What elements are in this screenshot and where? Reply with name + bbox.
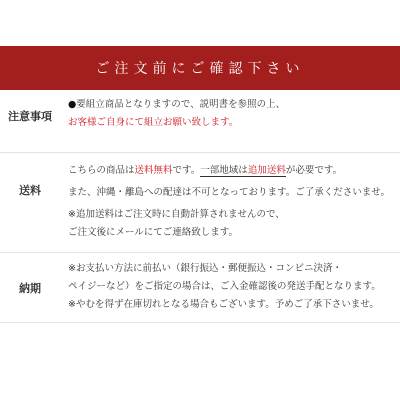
section-content-caution <box>68 96 398 132</box>
shipping-line-4: ご注文後にメールにてご連絡致します。 <box>68 227 239 238</box>
banner-title: ご注文前にご確認下さい <box>95 61 305 77</box>
section-label-caution: 注意事項 <box>8 110 52 123</box>
notice-banner <box>0 46 400 90</box>
section-shipping <box>0 162 400 252</box>
caution-line-2: お客様ご自身にて組立お願い致します。 <box>68 117 239 128</box>
section-label-shipping: 送料 <box>19 184 41 197</box>
shipping-line-3: ※追加送料はご注文時に自動計算されませんので、 <box>68 209 285 220</box>
section-label-delivery: 納期 <box>19 282 41 295</box>
caution-line-1: ●要組立商品となりますので、説明書を参照の上、 <box>68 99 286 110</box>
bullet-icon: ● <box>68 99 77 110</box>
section-content-shipping <box>68 162 398 242</box>
section-caution <box>0 96 400 156</box>
delivery-line-2: ペイジーなど）をご指定の場合は、ご入金確認後の発送手配となります。 <box>68 281 381 292</box>
shipping-line-2: また、沖縄・離島への配達は不可となっております。ご了承くださいませ。 <box>68 187 390 198</box>
delivery-line-3: ※やむを得ず在庫切れとなる場合もございます。予めご了承下さいませ。 <box>68 299 379 310</box>
delivery-line-1: ※お支払い方法に前払い（銀行振込・郵便振込・コンビニ決済・ <box>68 263 342 274</box>
divider <box>0 322 400 323</box>
divider <box>0 252 400 253</box>
section-delivery <box>0 260 400 320</box>
shipping-line-1: こちらの商品は送料無料です。一部地域は追加送料が必要です。 <box>68 165 343 176</box>
divider <box>0 152 400 153</box>
section-content-delivery <box>68 260 398 314</box>
